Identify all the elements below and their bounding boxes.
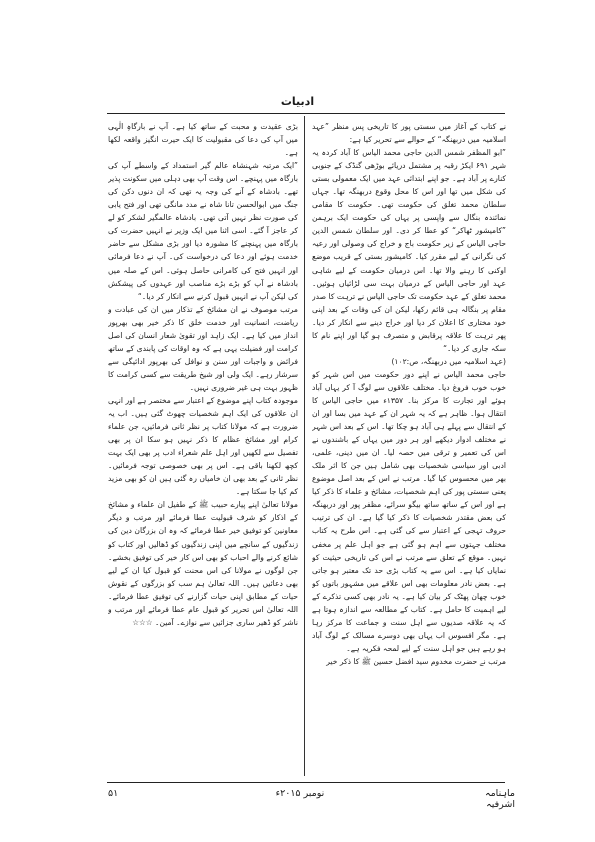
citation: (عہد اسلامیہ میں دربھنگہ، ص:۱۰۲) <box>391 356 506 366</box>
paragraph: مرتب موصوف نے ان مشائخ کے تذکار میں ان کی عبادت و ریاضت، انسانیت اور خدمت خلق کا ذکر خیر بھی بھرپور انداز میں کیا ہے۔ ایک زاہد اور تقویٰ شعار انسان کی اصل کرامت اور فضیلت یہی ہے کہ وہ اوقات کی پابندی کے ساتھ فرائض و واجبات اور سنن و نوافل کی بھرپور ادائیگی سے سرشار رہے۔ ایک ولی اور شیخ طریقت سے کسی کرامت کا ظہور بہت ہی غیر ضروری نہیں۔ <box>108 304 298 392</box>
header-rule <box>107 113 505 114</box>
section-title: ادبیات <box>280 95 315 108</box>
paragraph: مولانا تعالیٰ اپنے پیارے حبیب ﷺ کے طفیل ان علماء و مشائخ کے اذکار کو شرف قبولیت عطا فرمائے اور مرتب و دیگر معاونین کو توفیق خیر عطا فرمائے کہ وہ ان بزرگان دین کی زندگیوں کے سانچے میں اپنی زندگیوں کو ڈھالیں اور کتاب کو شائع کرنے والے احباب کو بھی اس کار خیر کی توفیق بخشے۔ جن لوگوں نے مولانا کی اس محنت کو قبول کیا ان کے لیے بھی دعائیں ہیں۔ اللہ تعالیٰ ہم سب کو بزرگوں کے نقوش حیات کے مطابق اپنی حیات گزارنے کی توفیق عطا فرمائے۔ اللہ تعالیٰ اس تحریر کو قبول عام عطا فرمائے اور مرتب و ناشر کو ڈھیر ساری جزائیں سے نوازے۔ آمین۔ ☆☆☆ <box>108 500 298 627</box>
right-column <box>312 120 506 772</box>
paragraph: مرتب نے حضرت مخدوم سید افضل حسین ﷺ کا ذکر خیر <box>326 656 506 666</box>
left-column <box>108 120 298 772</box>
paragraph: موجودہ کتاب اپنے موضوع کے اعتبار سے مختصر ہے اور انہی ان علاقوں کی ایک اہم شخصیات چھوٹ گئی ہیں۔ اب یہ ضرورت ہے کہ مولانا کتاب پر نظر ثانی فرمائیں، جن علماء کرام اور مشائخ عظام کا ذکر نہیں ہو سکا ان پر بھی تفصیل سے لکھیں اور اہل علم شعراء ادب پر بھی ایک بہت کچھ لکھنا باقی ہے۔ اس پر بھی خصوصی توجہ فرمائیں۔ نظر ثانی کے بعد بھی ان خامیاں رہ گئی ہیں ان کو بھی مزید کم کیا جا سکتا ہے۔ <box>108 395 298 497</box>
paragraph: بڑی عقیدت و محبت کے ساتھ کیا ہے۔ آپ نے بارگاہِ الٰہی میں آپ کی دعا کی مقبولیت کا ایک حیرت انگیز واقعہ لکھا ہے۔ <box>108 122 298 158</box>
quote-paragraph: ”ابو المظفر شمس الدین حاجی محمد الیاس کا آباد کردہ یہ شہر ۶۹۱ ایکڑ رقبہ پر مشتمل دریائے بوڑھی گنڈک کے جنوبی کنارے پر آباد ہے۔ جو اپنے ابتدائی عہد میں ایک معمولی بستی کی شکل میں تھا اور اس کا محل وقوع دربھنگہ تھا۔ جہاں سلطان محمد تغلق کی حکومت تھی۔ حکومت کا مقامی نمائندہ بنگال سے واپسی پر یہاں کی حکومت ایک برہمن ”کامیشور ٹھاکر“ کو عطا کر دی۔ اور سلطان شمس الدین حاجی الیاس کے زیر حکومت باج و خراج کی وصولی اور رعیہ کی نگرانی کے لیے مقرر کیا۔ کامیشور بستی کے قریب موضع اوکنی کا رہنے والا تھا۔ اس درمیان حکومت کے لیے شاہی عہد اور حاجی الیاس کے درمیان بہت سی لڑائیاں ہوئیں۔ محمد تغلق کے عہد حکومت تک حاجی الیاس نے ترہت کا صدر مقام پر بنگالہ ہی قائم رکھا، لیکن ان کی وفات کے بعد اپنی خود مختاری کا اعلان کر دیا اور خراج دینے سے انکار کر دیا۔ پھر ترہت کا علاقہ پرقابض و متصرف ہو گیا اور اپنے نام کا سکہ جاری کر دیا۔“ <box>312 148 506 353</box>
footer-rule <box>107 782 505 783</box>
page-number: ۵۱ <box>108 788 119 799</box>
paragraph: حاجی محمد الیاس نے اپنے دور حکومت میں اس شہر کو خوب خوب فروغ دیا۔ مختلف علاقوں سے لوگ آ کر یہاں آباد ہوئے اور تجارت کا مرکز بنا۔ ۱۳۵۷ء میں حاجی الیاس کا انتقال ہوا۔ ظاہر ہے کہ یہ شہر ان کے عہد میں بسا اور ان کے انتقال سے پہلے ہی آباد ہو چکا تھا۔ اس کے بعد اس شہر نے مختلف ادوار دیکھے اور ہر دور میں یہاں کے باشندوں نے اس کی تعمیر و ترقی میں حصہ لیا۔ ان میں دینی، علمی، ادبی اور سیاسی شخصیات بھی شامل ہیں جن کا اثر ملک بھر میں محسوس کیا گیا۔ مرتب نے اس کے بعد اصل موضوع یعنی سستی پور کی اہم شخصیات، مشائخ و علماء کا ذکر کیا ہے اور اس کے ساتھ ساتھ بیگو سرائے، مظفر پور اور دربھنگہ کی بعض مقتدر شخصیات کا ذکر کیا گیا ہے۔ ان کی ترتیب حروف تہجی کے اعتبار سے کی گئی ہے۔ اس طرح یہ کتاب مختلف جہتوں سے اہم ہو گئی ہے جو اہل علم پر مخفی نہیں۔ موقع کے تعلق سے مرتب نے اس کی تاریخی حیثیت کو نمایاں کیا ہے۔ اس سے یہ کتاب بڑی حد تک معتبر ہو جاتی ہے۔ بعض نادر معلومات بھی اس علاقے میں مشہور باتوں کو خوب چھان پھٹک کر بیان کیا ہے۔ یہ نادر بھی کسی تذکرے کے لیے اہمیت کا حامل ہے۔ کتاب کے مطالعہ سے اندازہ ہوتا ہے کہ یہ علاقہ صدیوں سے اہل سنت و جماعت کا مرکز رہا ہے۔ مگر افسوس اب یہاں بھی دوسرے مسالک کے لوگ آباد ہو رہے ہیں جو اہل سنت کے لیے لمحہ فکریہ ہے۔ <box>312 369 506 653</box>
issue-date: نومبر ۲۰۱۵ء <box>275 788 325 799</box>
paragraph: نے کتاب کے آغاز میں سستی پور کا تاریخی پس منظر ”عہد اسلامیہ میں دربھنگہ“ کے حوالے سے تحریر کیا ہے: <box>312 122 506 145</box>
quote-paragraph: ”ایک مرتبہ شہنشاہ عالم گیر استمداد کے واسطے آپ کی بارگاہ میں پہنچے۔ اس وقت آپ بھی دہلی میں سکونت پذیر تھے۔ بادشاہ کے آنے کی وجہ یہ تھی کہ ان دنوں دکن کی جنگ میں ابوالحسن تانا شاہ نے مدد مانگی تھی اور فتح یابی کی صورت نظر نہیں آتی تھی۔ بادشاہ عالمگیر لشکر کو لے کر عاجز آ گئے۔ اسی اثنا میں ایک وزیر نے انہیں حضرت کی بارگاہ میں پہنچنے کا مشورہ دیا اور بڑی مشکل سے حاضر خدمت ہوئے اور دعا کی درخواست کی۔ آپ نے دعا فرمائی اور انہیں فتح کی کامرانی حاصل ہوئی۔ اس کے صلہ میں بادشاہ نے آپ کو بڑے بڑے مناصب اور عہدوں کی پیشکش کی لیکن آپ نے انہیں قبول کرنے سے انکار کر دیا۔“ <box>108 161 298 301</box>
magazine-name: ماہنامہ اشرفیہ <box>485 788 515 810</box>
column-divider <box>304 116 305 776</box>
